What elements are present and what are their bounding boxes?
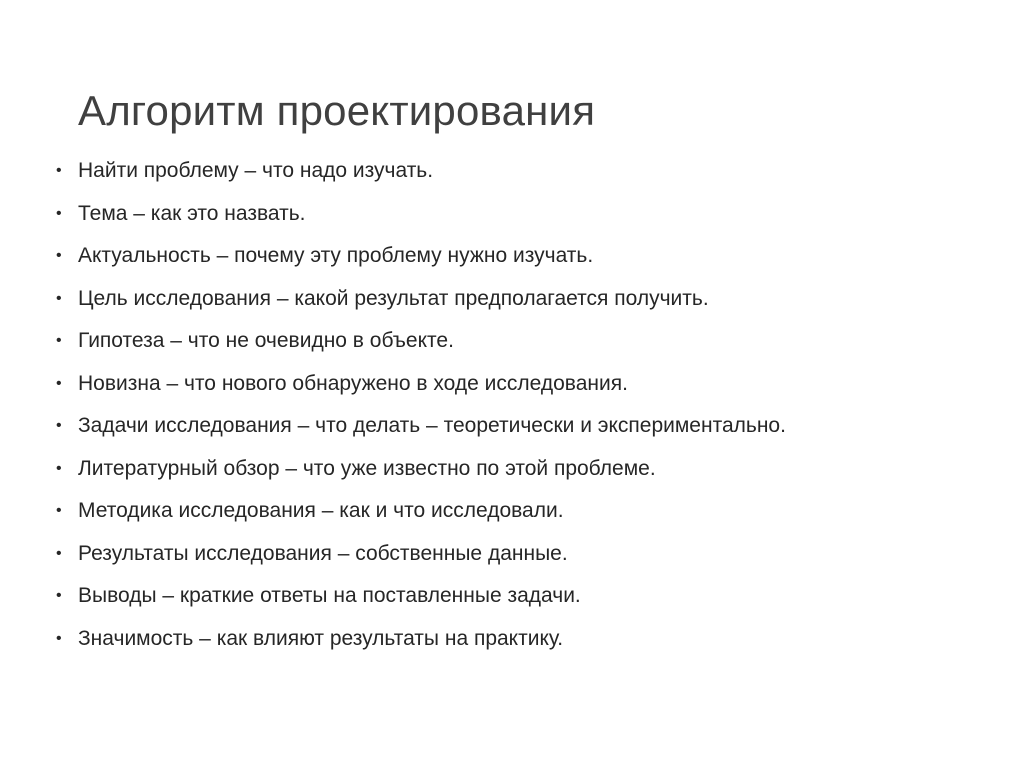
bullet-icon: • [56,544,62,562]
list-item [56,320,1006,363]
list-item-text: Литературный обзор – что уже известно по этой проблеме. [78,456,656,480]
bullet-icon: • [56,162,62,180]
bullet-icon: • [56,502,62,520]
list-item [56,278,1006,321]
bullet-icon: • [56,204,62,222]
bullet-list [56,150,1006,660]
list-item [56,490,1006,533]
list-item [56,575,1006,618]
list-item [56,363,1006,406]
list-item [56,533,1006,576]
list-item [56,235,1006,278]
bullet-icon: • [56,587,62,605]
bullet-icon: • [56,417,62,435]
list-item-text: Значимость – как влияют результаты на практику. [78,626,564,650]
bullet-icon: • [56,332,62,350]
list-item [56,448,1006,491]
list-item-text: Результаты исследования – собственные данные. [78,541,568,565]
list-item-text: Гипотеза – что не очевидно в объекте. [78,329,454,353]
list-item-text: Актуальность – почему эту проблему нужно изучать. [78,244,594,268]
list-item [56,618,1006,661]
list-item [56,193,1006,236]
list-item [56,150,1006,193]
bullet-icon: • [56,247,62,265]
list-item-text: Методика исследования – как и что исследовали. [78,499,564,523]
list-item-text: Цель исследования – какой результат предполагается получить. [78,286,709,310]
slide-title: Алгоритм проектирования [78,87,596,134]
list-item [56,405,1006,448]
list-item-text: Тема – как это назвать. [78,201,306,225]
list-item-text: Задачи исследования – что делать – теоретически и экспериментально. [78,414,786,438]
bullet-icon: • [56,629,62,647]
list-item-text: Найти проблему – что надо изучать. [78,159,434,183]
bullet-icon: • [56,374,62,392]
bullet-icon: • [56,459,62,477]
list-item-text: Новизна – что нового обнаружено в ходе исследования. [78,371,628,395]
bullet-icon: • [56,289,62,307]
list-item-text: Выводы – краткие ответы на поставленные задачи. [78,584,581,608]
